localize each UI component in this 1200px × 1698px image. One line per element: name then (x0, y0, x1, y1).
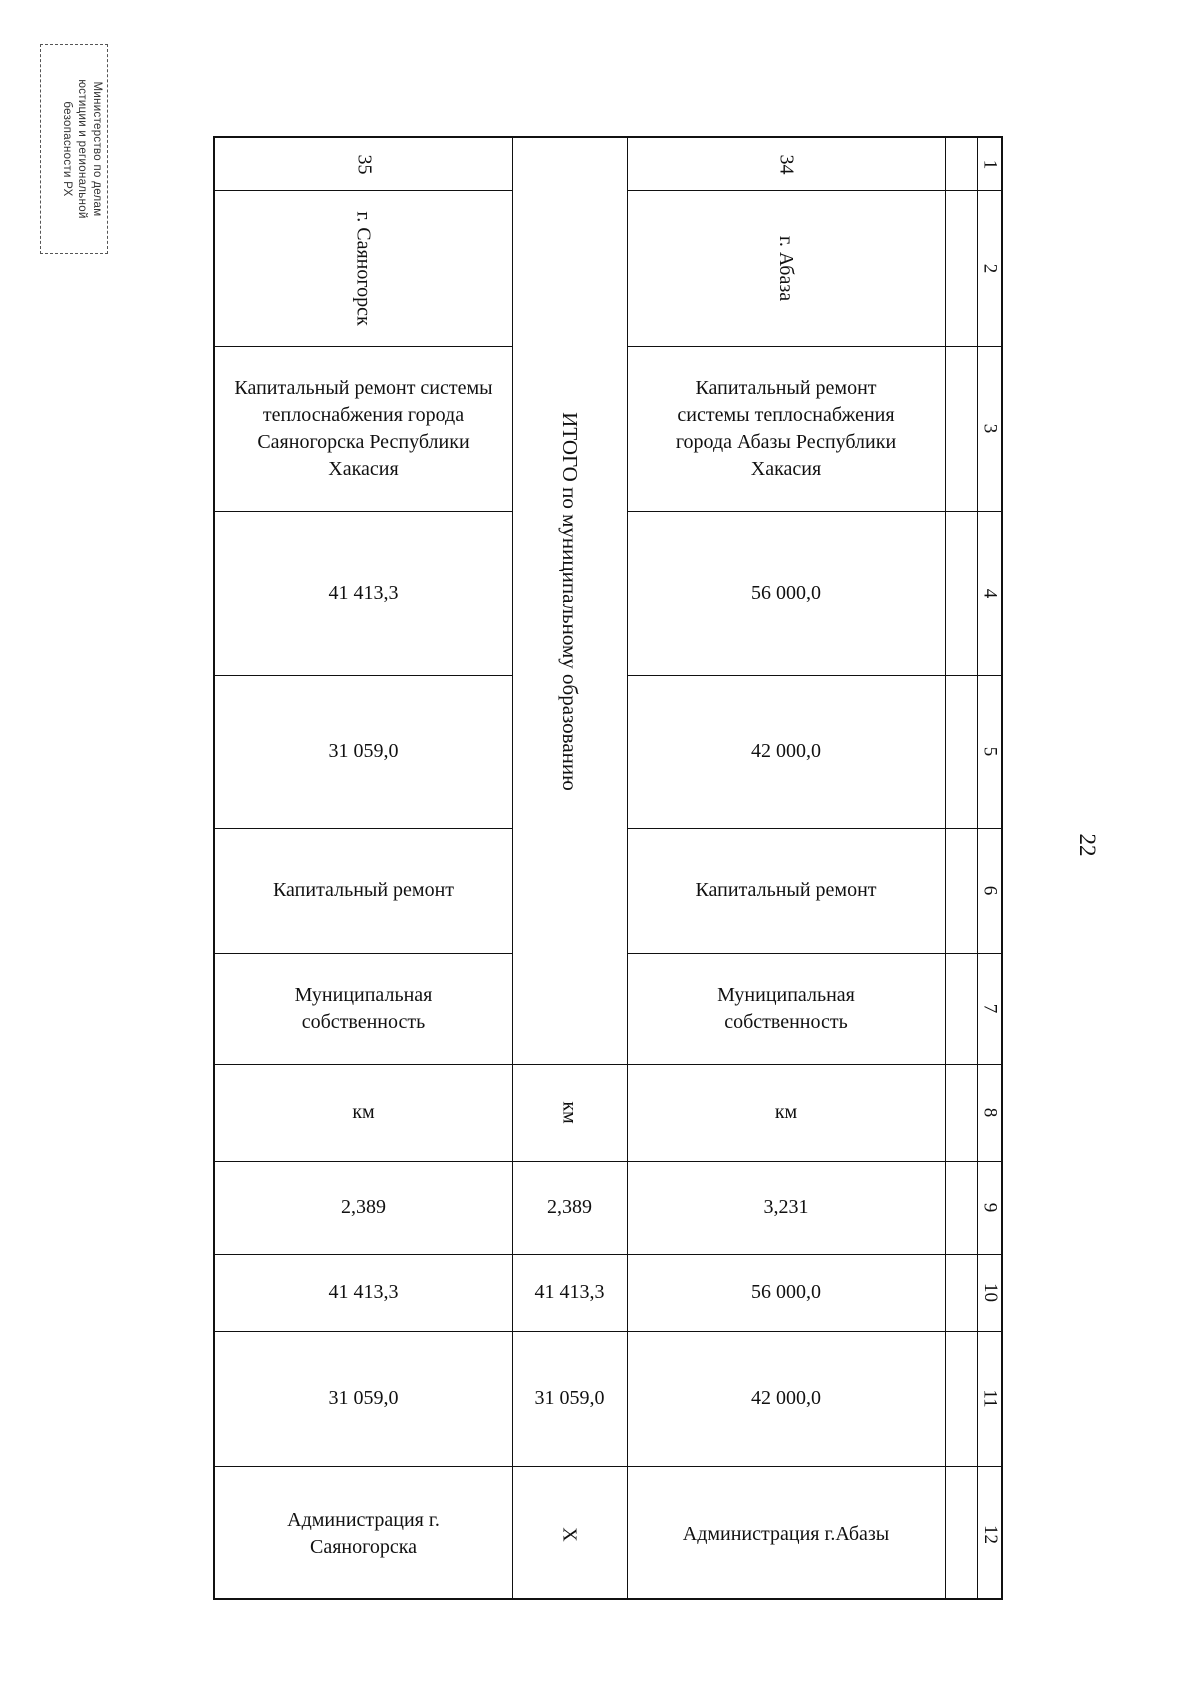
column-number-cell (977, 828, 1003, 953)
row35-subsidy-cell (215, 1331, 512, 1466)
column-number-cell (977, 190, 1003, 346)
row34-object-cell (627, 346, 945, 511)
row35-locality: г. Саяногорск (353, 210, 375, 326)
column-number-cell (977, 953, 1003, 1064)
column-number: 8 (979, 1107, 1001, 1118)
row34-quantity-cell (627, 1161, 945, 1254)
column-number-cell (977, 1331, 1003, 1466)
column-number: 9 (979, 1202, 1001, 1213)
stamp-line: Министерство по делам (91, 81, 103, 217)
total-label-cell (512, 138, 627, 1064)
total-label: ИТОГО по муниципальному образованию (558, 411, 583, 791)
row34-quantity: 3,231 (763, 1196, 809, 1218)
stamp-line: юстиции и региональной (76, 79, 88, 219)
row35-total-cost: 41 413,3 (328, 1281, 399, 1303)
row34-locality-cell (627, 190, 945, 346)
row35-administrator: Администрация г. Саяногорска (287, 1509, 440, 1558)
row34-administrator-cell (627, 1466, 945, 1602)
row34-ownership: Муниципальная собственность (717, 983, 855, 1033)
column-number-cell (977, 1466, 1003, 1602)
row34-federal-amount: 42 000,0 (751, 740, 821, 762)
row34-num-cell (627, 138, 945, 190)
row34-total-cost-cell (627, 1254, 945, 1331)
column-number: 11 (979, 1389, 1001, 1408)
column-number: 10 (979, 1283, 1001, 1302)
column-number: 4 (979, 588, 1001, 598)
row35-total-cost-cell (215, 1254, 512, 1331)
column-number-cell (977, 1254, 1003, 1331)
registration-stamp (40, 44, 108, 254)
total-quantity: 2,389 (547, 1196, 592, 1218)
row34-num: 34 (775, 154, 798, 174)
total-total-cost-cell (512, 1254, 627, 1331)
total-administrator: Х (558, 1526, 581, 1542)
row34-federal-amount-cell (627, 675, 945, 828)
data-table (213, 136, 1003, 1600)
row35-unit: км (352, 1101, 375, 1123)
row35-num: 35 (353, 154, 375, 174)
column-number: 6 (979, 885, 1001, 896)
row34-work-type: Капитальный ремонт (695, 879, 877, 901)
total-total-cost: 41 413,3 (534, 1281, 605, 1303)
column-number-cell (977, 1064, 1003, 1161)
row34-total-cost: 56 000,0 (751, 1281, 821, 1303)
row34-subsidy: 42 000,0 (751, 1387, 821, 1409)
row35-object-cell (215, 346, 512, 511)
row35-unit-cell (215, 1064, 512, 1161)
total-subsidy-cell (512, 1331, 627, 1466)
column-number-cell (977, 138, 1003, 190)
row35-ownership-cell (215, 953, 512, 1064)
page-number: 22 (1075, 833, 1100, 857)
row34-unit-cell (627, 1064, 945, 1161)
row35-quantity-cell (215, 1161, 512, 1254)
column-number: 2 (979, 263, 1001, 273)
column-number: 3 (979, 423, 1001, 434)
row34-unit: км (774, 1101, 798, 1123)
row34-ownership-cell (627, 953, 945, 1064)
column-number: 1 (979, 159, 1001, 169)
column-number-cell (977, 1161, 1003, 1254)
column-number-cell (977, 346, 1003, 511)
total-unit: км (559, 1101, 581, 1124)
column-number: 5 (979, 746, 1001, 757)
row35-subsidy: 31 059,0 (328, 1387, 399, 1409)
total-administrator-cell (512, 1466, 627, 1602)
row34-cost: 56 000,0 (751, 581, 821, 604)
row34-cost-cell (627, 511, 945, 675)
column-number-cell (977, 675, 1003, 828)
total-subsidy: 31 059,0 (534, 1387, 605, 1409)
column-number: 12 (979, 1524, 1001, 1544)
total-quantity-cell (512, 1161, 627, 1254)
row34-locality: г. Абаза (775, 235, 798, 301)
row35-quantity: 2,389 (341, 1196, 386, 1218)
row35-ownership: Муниципальная собственность (294, 983, 433, 1033)
stamp-line: безопасности РХ (61, 101, 73, 197)
row35-cost: 41 413,3 (328, 581, 399, 604)
column-number: 7 (979, 1003, 1001, 1014)
column-divider (945, 138, 946, 1598)
row35-work-type-cell (215, 828, 512, 953)
row35-federal-amount-cell (215, 675, 512, 828)
row35-cost-cell (215, 511, 512, 675)
column-number-cell (977, 511, 1003, 675)
row35-object: Капитальный ремонт системы теплоснабжения города Саяногорска Республики Хакасия (234, 376, 493, 480)
row35-federal-amount: 31 059,0 (328, 740, 399, 762)
row34-object: Капитальный ремонт системы теплоснабжения города Абазы Республики Хакасия (675, 376, 897, 480)
row35-administrator-cell (215, 1466, 512, 1602)
row34-administrator: Администрация г.Абазы (682, 1522, 890, 1545)
row34-subsidy-cell (627, 1331, 945, 1466)
row35-num-cell (215, 138, 512, 190)
row35-work-type: Капитальный ремонт (272, 879, 455, 901)
row34-work-type-cell (627, 828, 945, 953)
total-unit-cell (512, 1064, 627, 1161)
row35-locality-cell (215, 190, 512, 346)
